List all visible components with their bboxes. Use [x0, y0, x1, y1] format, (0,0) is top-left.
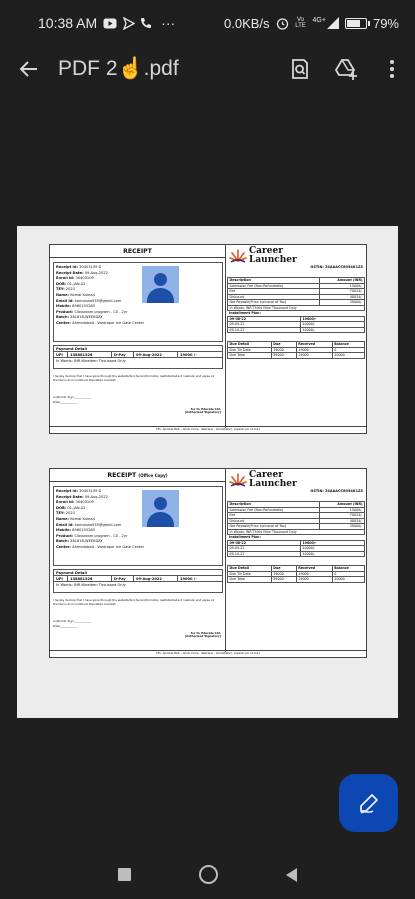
due-table: Due Detail Due Received Balance Due Till Date 19000 19000 0 Due Total 39000 19000 20000 — [227, 341, 365, 359]
declaration-text: I hereby declare that I have gone through the website/brochure/information leaflets/student rulebook and agree at the terms and conditions stipulated overleaf. — [53, 374, 214, 382]
student-photo-placeholder-icon — [142, 490, 179, 527]
network-type: 4G+ — [313, 17, 339, 29]
alarm-icon — [276, 17, 289, 30]
career-launcher-logo: Career Launcher GSTIN: 24AAACC8954K1Z5 — [226, 245, 366, 269]
signal-icon — [327, 17, 339, 29]
edit-pen-icon — [357, 791, 381, 815]
receipt-student-copy — [49, 244, 367, 434]
due-table: Due Detail Due Received Balance Due Till Date 19000 19000 0 Due Total 39000 19000 20000 — [227, 565, 365, 583]
student-info-lines: Receipt Id: 30403109 D Receipt Date: 09-Aug-2022 Enroll Id: 30403109 DOB: 01-JAN-02 TEY: 2023 Name: Komal Kumari Email Id: komalusa555@gmail.com Mobile: 8960155285 Product: Classroom program - CS - 2yr Batch: 361818-WEEKDAY Center: Ahmedabad - Vastrapur Ice Gate Center — [56, 489, 145, 549]
network-speed: 0.0KB/s — [224, 15, 270, 31]
pdf-page[interactable] — [17, 226, 398, 718]
search-document-icon — [289, 58, 311, 80]
back-nav-button[interactable] — [286, 868, 297, 882]
installment-table: Installment Plan: 09-08-22 19000/- 09-09-22 10000/- 09-10-22 10000/- — [227, 535, 365, 557]
customer-sign-line: Customer Sign:____________ — [53, 619, 92, 623]
notification-icons — [103, 15, 175, 31]
payment-detail-box: Payment Detail UPI 138881328 D-Pay 09-Aug-2022 19000 /- In Words: INR Nineteen Thousand Only — [53, 345, 223, 369]
career-launcher-logo: Career Launcher GSTIN: 24AAACC8954K1Z5 — [226, 469, 366, 493]
authorized-signatory: for CL Educate Ltd. (Authorized Signatory) — [184, 631, 221, 639]
add-to-drive-button[interactable] — [323, 46, 369, 92]
more-vert-icon — [389, 59, 395, 79]
battery-percent: 79% — [372, 15, 399, 31]
fee-details — [226, 469, 366, 652]
receipt-title: RECEIPT — [50, 245, 225, 258]
system-status — [224, 16, 399, 31]
more-notifications: ··· — [161, 15, 176, 31]
call-icon — [140, 17, 152, 29]
receipt-details — [50, 469, 226, 652]
authorized-signatory: for CL Educate Ltd. (Authorized Signatory) — [184, 407, 221, 415]
sun-logo-icon — [229, 247, 247, 265]
receipt-details — [50, 245, 226, 428]
date-line: Date:____________ — [53, 624, 78, 628]
clock: 10:38 AM — [38, 15, 98, 31]
arrow-back-icon — [18, 58, 40, 80]
student-info-lines: Receipt Id: 30403109 D Receipt Date: 09-Aug-2022 Enroll Id: 30403109 DOB: 01-JAN-02 TEY: 2023 Name: Komal Kumari Email Id: komalusa555@gmail.com Mobile: 8960155285 Product: Classroom program - CS - 2yr Batch: 361818-WEEKDAY Center: Ahmedabad - Vastrapur Ice Gate Center — [56, 265, 145, 325]
search-button[interactable] — [277, 46, 323, 92]
battery-icon — [345, 18, 367, 29]
installment-table: Installment Plan: 09-08-22 19000/- 09-09-22 10000/- 09-10-22 10000/- — [227, 311, 365, 333]
student-photo-placeholder-icon — [142, 266, 179, 303]
recents-button[interactable] — [118, 868, 131, 881]
system-nav-bar — [0, 850, 415, 899]
fee-table: Description Amount (INR) Admission Fee (Non-Refundable) 15000/- Fee 70034/- Discount 40034/- Net Payable(Price Inclusive of Tax) 39000/- In Words: INR Thirty Nine Thousand Only — [229, 502, 363, 534]
back-button[interactable] — [0, 46, 58, 92]
home-button[interactable] — [199, 865, 218, 884]
send-icon — [122, 17, 135, 30]
sun-logo-icon — [229, 471, 247, 489]
fee-table: Description Amount (INR) Admission Fee (Non-Refundable) 15000/- Fee 70034/- Discount 40034/- Net Payable(Price Inclusive of Tax) 39000/- In Words: INR Thirty Nine Thousand Only — [229, 278, 363, 310]
payment-detail-box: Payment Detail UPI 138881328 D-Pay 09-Aug-2022 19000 /- In Words: INR Nineteen Thousand Only — [53, 569, 223, 593]
more-options-button[interactable] — [369, 46, 415, 92]
student-info-box — [53, 486, 223, 566]
volte-badge: Vo LTE — [295, 17, 306, 29]
youtube-icon — [103, 18, 117, 29]
status-bar — [0, 0, 415, 46]
receipt-title: RECEIPT (Office Copy) — [50, 469, 225, 482]
center-address: CFC, Sprinkle Mall, - Ahem Circle , Vastrapur , Ahmedabad , Gujarat, pin 111111 — [50, 426, 366, 433]
annotate-fab[interactable] — [339, 774, 398, 832]
drive-add-icon — [334, 58, 358, 80]
center-address: CFC, Sprinkle Mall, - Ahem Circle , Vastrapur , Ahmedabad , Gujarat, pin 111111 — [50, 650, 366, 657]
customer-sign-line: Customer Sign:____________ — [53, 395, 92, 399]
date-line: Date:____________ — [53, 400, 78, 404]
fee-details — [226, 245, 366, 428]
document-title: PDF 2☝️.pdf — [58, 57, 179, 80]
receipt-office-copy — [49, 468, 367, 658]
declaration-text: I hereby declare that I have gone through the website/brochure/information leaflets/student rulebook and agree at the terms and conditions stipulated overleaf. — [53, 598, 214, 606]
app-bar — [0, 46, 415, 92]
student-info-box — [53, 262, 223, 342]
